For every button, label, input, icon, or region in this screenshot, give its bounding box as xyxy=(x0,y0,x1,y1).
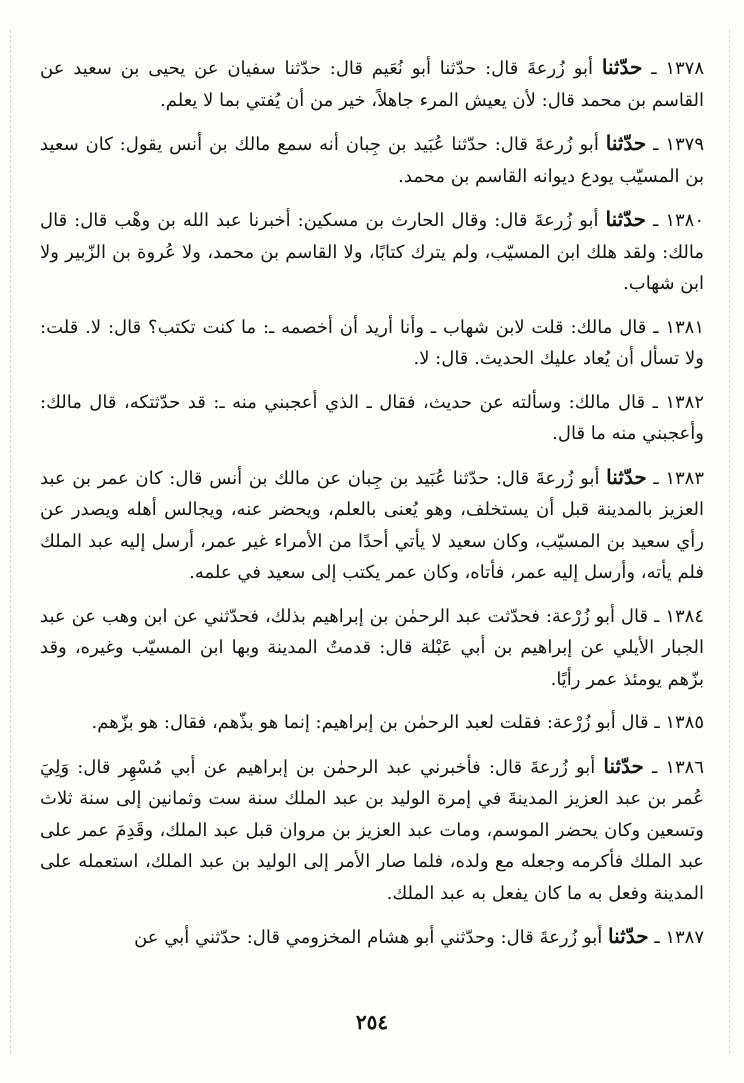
hadith-paragraph xyxy=(40,751,704,910)
hadith-paragraph xyxy=(40,52,704,116)
paragraph-number: ١٣٨٢ ـ xyxy=(652,391,704,413)
hadith-paragraph xyxy=(40,601,704,696)
paragraph-text: قال أبو زُرْعة: فحدّثت عبد الرحمٰن بن إبراهيم بذلك، فحدّثني عن ابن وهب عن عبد الجبار الأيلي عن إبراهيم بن أبي عَبْلة قال: قدمتُ المدينة وبها ابن المسيّب وغيره، وقد بزّهم يومئذ عمر رأيًا. xyxy=(40,605,704,690)
paragraph-number: ١٣٨٧ ـ xyxy=(654,927,704,948)
hadith-paragraph xyxy=(40,921,704,954)
paragraph-number: ١٣٨٥ ـ xyxy=(654,712,704,733)
paragraph-text: أبو زُرعةَ قال: وحدّثني أبو هشام المخزومي قال: حدّثني أبي عن xyxy=(134,927,603,948)
paragraph-number: ١٣٨١ ـ xyxy=(653,316,704,338)
paragraph-lead-word: حدّثنا xyxy=(608,924,649,948)
hadith-paragraph xyxy=(40,128,704,192)
paragraph-text: أبو زُرعةَ قال: حدّثنا عُبَيد بن جِبان أنه سمع مالك بن أنس يقول: كان سعيد بن المسيّب يودع ديوانه القاسم بن محمد. xyxy=(40,134,704,187)
paragraph-number: ١٣٨٠ ـ xyxy=(653,210,704,231)
paragraph-text: أبو زُرعةَ قال: حدّثنا أبو نُعَيم قال: حدّثنا سفيان عن يحيى بن سعيد عن القاسم بن محمد قال: لأن يعيش المرء جاهلاً، خير من أن يُفتي بما لا يعلم. xyxy=(40,58,704,111)
hadith-paragraph xyxy=(40,387,704,450)
hadith-paragraph xyxy=(40,312,704,375)
paragraph-lead-word: حدّثنا xyxy=(601,55,643,79)
paragraph-text: قال أبو زُرْعة: فقلت لعبد الرحمٰن بن إبراهيم: إنما هو بذّهم، فقال: هو بزّهم. xyxy=(91,712,649,733)
page-number: ٢٥٤ xyxy=(355,1010,389,1034)
paragraph-lead-word: حدّثنا xyxy=(605,207,647,231)
paragraph-lead-word: حدّثنا xyxy=(605,131,647,155)
paragraph-number: ١٣٧٨ ـ xyxy=(651,58,704,79)
margin-rule-right xyxy=(729,30,730,1053)
paragraph-number: ١٣٨٤ ـ xyxy=(654,605,704,627)
paragraph-text: أبو زُرعةَ قال: فأخبرني عبد الرحمٰن بن إبراهيم عن أبي مُسْهِر قال: وَلِيَ عُمر بن عبد العزيز المدينةَ في إمرة الوليد بن عبد الملك سنة ست وثمانين إلى سنة ثلاث وتسعين وكان يحضر الموسم، ومات عبد العزيز بن مروان قبل عبد الملك، وقَدِمَ عمر على عبد الملك فأكرمه وجعله مع ولده، فلما صار الأمر إلى الوليد بن عبد الملك، استعمله على المدينة وفعل به ما كان يفعل به عبد الملك. xyxy=(40,756,704,904)
paragraph-text: قال مالك: وسألته عن حديث، فقال ـ الذي أعجبني منه ـ: قد حدّثتكه، قال مالك: وأعجبني منه ما قال. xyxy=(40,391,704,444)
hadith-paragraph xyxy=(40,462,704,589)
paragraph-text: قال مالك: قلت لابن شهاب ـ وأنا أريد أن أخصمه ـ: ما كنت تكتب؟ قال: لا. قلت: ولا تسأل أن يُعاد عليك الحديث. قال: لا. xyxy=(40,316,704,369)
hadith-paragraph xyxy=(40,707,704,739)
margin-rule-left xyxy=(10,30,11,1053)
paragraph-lead-word: حدّثنا xyxy=(606,464,647,489)
paragraph-text: أبو زُرعةَ قال: حدّثنا عُبَيد بن جِبان عن مالك بن أنس قال: كان عمر بن عبد العزيز بالمدينة قبل أن يستخلف، وهو يُعنى بالعلم، ويحضر عنه، ويجالس أهله ويصدر عن رأي سعيد بن المسيّب، وكان سعيد لا يأتي أحدًا من الأمراء غير عمر، أرسل إليه عبد الملك فلم يأته، وأرسل إليه عمر، فأتاه، وكان عمر يكتب إلى سعيد في علمه. xyxy=(40,467,704,583)
hadith-paragraph xyxy=(40,204,704,300)
page-body xyxy=(40,52,704,966)
paragraph-lead-word: حدّثنا xyxy=(603,753,644,778)
paragraph-number: ١٣٨٣ ـ xyxy=(653,467,704,489)
paragraph-number: ١٣٨٦ ـ xyxy=(651,756,704,778)
paragraph-text: أبو زُرعةَ قال: وقال الحارث بن مسكين: أخبرنا عبد الله بن وهْب قال: قال مالك: ولقد هلك ابن المسيّب، ولم يترك كتابًا، ولا القاسم بن محمد، ولا عُروة بن الزّبير ولا ابن شهاب. xyxy=(40,210,704,294)
paragraph-number: ١٣٧٩ ـ xyxy=(653,134,704,155)
book-page xyxy=(40,0,704,1083)
